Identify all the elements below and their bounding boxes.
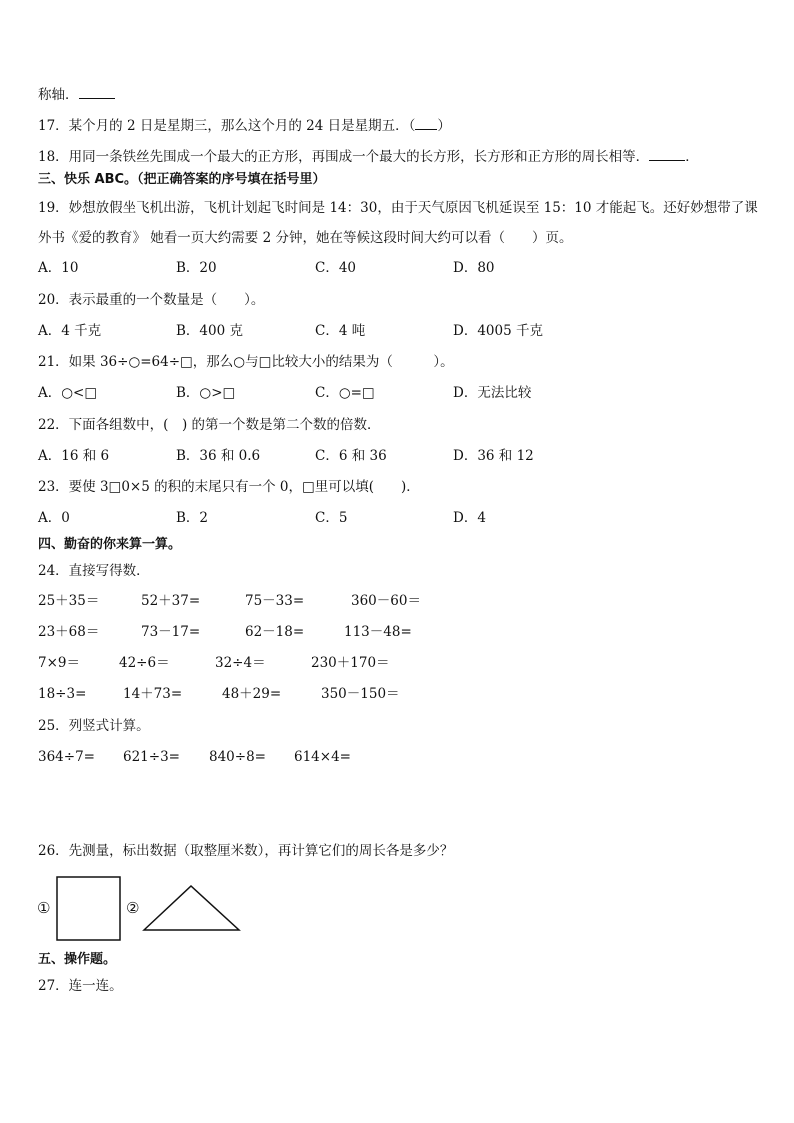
option-a[interactable]: A．4 千克 xyxy=(38,323,102,339)
question-24: 24．直接写得数． xyxy=(38,563,150,579)
option-c[interactable]: C．4 吨 xyxy=(315,323,366,339)
question-19-line-2: 外书《爱的教育》 她看一页大约需要 2 分钟，她在等候这段时间大约可以看（ ）页。 xyxy=(38,230,573,246)
question-25: 25．列竖式计算。 xyxy=(38,718,150,734)
square-figure xyxy=(56,876,122,942)
calc-item: 360－60＝ xyxy=(351,593,421,609)
calc-item: 7×9＝ xyxy=(38,655,80,671)
calc-item: 73－17= xyxy=(141,624,201,640)
option-b[interactable]: B．400 克 xyxy=(176,323,243,339)
calc-item: 75－33= xyxy=(245,593,305,609)
figure-1-label: ① xyxy=(37,899,51,917)
option-d[interactable]: D．4005 千克 xyxy=(453,323,543,339)
section-4-title: 四、勤奋的你来算一算。 xyxy=(38,537,182,552)
question-17 xyxy=(38,115,451,135)
section-5-title: 五、操作题。 xyxy=(38,952,117,967)
option-a[interactable]: A．16 和 6 xyxy=(38,448,110,464)
triangle-shape xyxy=(144,886,239,930)
calc-item: 350－150＝ xyxy=(321,686,400,702)
calc-item: 614×4= xyxy=(294,749,351,765)
question-22: 22．下面各组数中，( ) 的第一个数是第二个数的倍数． xyxy=(38,417,381,433)
calc-item: 52＋37= xyxy=(141,593,201,609)
calc-item: 14＋73= xyxy=(123,686,183,702)
answer-blank[interactable] xyxy=(649,146,685,161)
option-c[interactable]: C．○=□ xyxy=(315,385,375,401)
question-text: 17．某个月的 2 日是星期三，那么这个月的 24 日是星期五．（ xyxy=(38,118,416,134)
calc-item: 32÷4＝ xyxy=(215,655,266,671)
calc-item: 113－48= xyxy=(344,624,412,640)
calc-item: 364÷7= xyxy=(38,749,95,765)
question-18 xyxy=(38,146,699,166)
option-b[interactable]: B．○>□ xyxy=(176,385,236,401)
option-d[interactable]: D．4 xyxy=(453,510,486,526)
option-c[interactable]: C．40 xyxy=(315,260,357,276)
square-shape xyxy=(57,877,120,940)
answer-blank[interactable] xyxy=(415,115,437,130)
option-a[interactable]: A．0 xyxy=(38,510,70,526)
question-text: 18．用同一条铁丝先围成一个最大的正方形，再围成一个最大的长方形，长方形和正方形的周长相等． xyxy=(38,149,650,165)
question-23: 23．要使 3□0×5 的积的末尾只有一个 0，□里可以填( )． xyxy=(38,479,420,495)
calc-item: 62－18= xyxy=(245,624,305,640)
option-b[interactable]: B．36 和 0.6 xyxy=(176,448,261,464)
triangle-figure xyxy=(142,884,242,932)
period: ． xyxy=(685,149,699,165)
calc-item: 48＋29= xyxy=(222,686,282,702)
section-3-title: 三、快乐 ABC。（把正确答案的序号填在括号里） xyxy=(38,172,326,187)
paren-close: ） xyxy=(437,118,451,134)
calc-item: 840÷8= xyxy=(209,749,266,765)
calc-item: 18÷3= xyxy=(38,686,87,702)
question-21: 21．如果 36÷○=64÷□，那么○与□比较大小的结果为（ ）。 xyxy=(38,354,454,370)
option-c[interactable]: C．5 xyxy=(315,510,348,526)
option-d[interactable]: D．80 xyxy=(453,260,495,276)
option-d[interactable]: D．无法比较 xyxy=(453,385,532,401)
question-27: 27．连一连。 xyxy=(38,978,123,994)
calc-item: 230＋170＝ xyxy=(311,655,390,671)
option-d[interactable]: D．36 和 12 xyxy=(453,448,534,464)
calc-item: 621÷3= xyxy=(123,749,180,765)
line-l0 xyxy=(38,84,115,104)
question-26: 26．先测量，标出数据（取整厘米数），再计算它们的周长各是多少？ xyxy=(38,843,454,859)
answer-blank[interactable] xyxy=(79,84,115,99)
option-a[interactable]: A．10 xyxy=(38,260,79,276)
figure-2-label: ② xyxy=(126,899,140,917)
option-c[interactable]: C．6 和 36 xyxy=(315,448,387,464)
calc-item: 23＋68＝ xyxy=(38,624,100,640)
option-a[interactable]: A．○<□ xyxy=(38,385,98,401)
option-b[interactable]: B．2 xyxy=(176,510,209,526)
text: 称轴． xyxy=(38,87,79,103)
question-20: 20．表示最重的一个数量是（ ）。 xyxy=(38,292,265,308)
question-19-line-1: 19．妙想放假坐飞机出游，飞机计划起飞时间是 14：30，由于天气原因飞机延误至 15：10 才能起飞。还好妙想带了课 xyxy=(38,200,758,216)
calc-item: 25＋35＝ xyxy=(38,593,100,609)
option-b[interactable]: B．20 xyxy=(176,260,217,276)
calc-item: 42÷6＝ xyxy=(119,655,170,671)
